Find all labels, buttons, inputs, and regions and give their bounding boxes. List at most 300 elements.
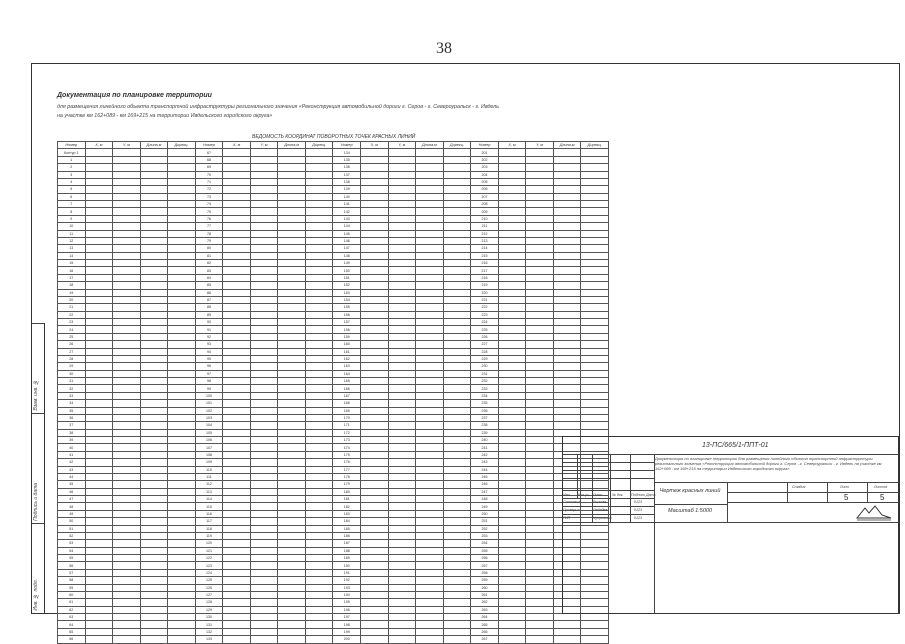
coordinate-cell — [443, 525, 471, 532]
point-number: 236 — [471, 407, 499, 414]
coordinate-cell — [250, 260, 278, 267]
coordinate-cell — [168, 223, 196, 230]
coordinate-cell — [581, 392, 609, 399]
coordinate-cell — [85, 274, 113, 281]
coordinate-cell — [361, 400, 389, 407]
point-number: 18 — [58, 282, 86, 289]
coordinate-cell — [223, 437, 251, 444]
coordinate-cell — [168, 171, 196, 178]
coordinate-cell — [168, 156, 196, 163]
coordinate-cell — [140, 171, 168, 178]
point-number: 199 — [333, 628, 361, 635]
coordinate-cell — [388, 621, 416, 628]
coordinate-cell — [278, 569, 306, 576]
coordinate-cell — [443, 569, 471, 576]
coordinate-cell — [581, 274, 609, 281]
coordinate-cell — [553, 186, 581, 193]
coordinate-cell — [113, 178, 141, 185]
point-number: 103 — [195, 414, 223, 421]
coordinate-cell — [250, 621, 278, 628]
coordinate-cell — [443, 363, 471, 370]
point-number: 12 — [58, 237, 86, 244]
coordinate-cell — [388, 164, 416, 171]
coordinate-cell — [416, 562, 444, 569]
coordinate-cell — [526, 481, 554, 488]
coordinate-cell — [443, 481, 471, 488]
coordinate-cell — [388, 606, 416, 613]
coordinate-cell — [250, 282, 278, 289]
coordinate-cell — [498, 503, 526, 510]
coordinate-cell — [140, 429, 168, 436]
column-header: Номер — [333, 142, 361, 149]
coordinate-cell — [85, 282, 113, 289]
coordinate-cell — [85, 208, 113, 215]
coordinate-cell — [140, 532, 168, 539]
point-number: 165 — [333, 378, 361, 385]
coordinate-cell — [553, 296, 581, 303]
coordinate-cell — [168, 525, 196, 532]
coordinate-cell — [168, 614, 196, 621]
table-row — [58, 429, 609, 436]
point-number: 218 — [471, 274, 499, 281]
point-number: 28 — [58, 355, 86, 362]
coordinate-cell — [85, 429, 113, 436]
coordinate-cell — [388, 304, 416, 311]
point-number: 230 — [471, 363, 499, 370]
coordinate-cell — [168, 230, 196, 237]
coordinate-cell — [498, 481, 526, 488]
coordinate-cell — [443, 252, 471, 259]
coordinate-cell — [223, 584, 251, 591]
coordinate-cell — [223, 186, 251, 193]
coordinate-cell — [388, 496, 416, 503]
point-number: 143 — [333, 215, 361, 222]
table-row — [58, 591, 609, 598]
coordinate-cell — [113, 282, 141, 289]
point-number: 6 — [58, 193, 86, 200]
point-number: 38 — [58, 429, 86, 436]
coordinate-cell — [443, 385, 471, 392]
coordinate-cell — [113, 510, 141, 517]
coordinate-cell — [416, 193, 444, 200]
coordinate-cell — [168, 252, 196, 259]
table-row — [58, 311, 609, 318]
coordinate-cell — [443, 555, 471, 562]
point-number: 158 — [333, 326, 361, 333]
point-number: 221 — [471, 296, 499, 303]
coordinate-cell — [113, 429, 141, 436]
table-row — [58, 407, 609, 414]
coordinate-cell — [416, 621, 444, 628]
point-number: 130 — [195, 614, 223, 621]
coordinate-cell — [498, 201, 526, 208]
point-number: 81 — [195, 252, 223, 259]
coordinate-cell — [581, 237, 609, 244]
coordinate-cell — [581, 164, 609, 171]
coordinate-cell — [223, 429, 251, 436]
point-number: 262 — [471, 599, 499, 606]
coordinate-cell — [278, 178, 306, 185]
point-number: 67 — [195, 149, 223, 156]
coordinate-cell — [526, 488, 554, 495]
coordinate-cell — [443, 392, 471, 399]
point-number: 191 — [333, 569, 361, 576]
coordinate-cell — [443, 400, 471, 407]
coordinate-cell — [85, 237, 113, 244]
point-number: 255 — [471, 547, 499, 554]
point-number: 30 — [58, 370, 86, 377]
coordinate-cell — [553, 289, 581, 296]
coordinate-cell — [526, 333, 554, 340]
coordinate-cell — [498, 496, 526, 503]
coordinate-cell — [526, 459, 554, 466]
table-row — [58, 282, 609, 289]
coordinate-cell — [526, 562, 554, 569]
point-number: 267 — [471, 636, 499, 643]
coordinate-cell — [416, 237, 444, 244]
coordinate-cell — [250, 348, 278, 355]
coordinate-cell — [223, 510, 251, 517]
point-number: 160 — [333, 341, 361, 348]
point-number: 3 — [58, 171, 86, 178]
coordinate-cell — [498, 488, 526, 495]
coordinate-cell — [168, 532, 196, 539]
coordinate-cell — [278, 237, 306, 244]
point-number: 72 — [195, 186, 223, 193]
coordinate-cell — [553, 636, 581, 643]
coordinate-cell — [361, 326, 389, 333]
point-number: 118 — [195, 525, 223, 532]
coordinate-cell — [140, 326, 168, 333]
table-row — [58, 385, 609, 392]
coordinate-cell — [581, 149, 609, 156]
coordinate-cell — [526, 510, 554, 517]
coordinate-cell — [140, 584, 168, 591]
coordinate-cell — [168, 274, 196, 281]
coordinate-cell — [85, 326, 113, 333]
coordinate-cell — [278, 488, 306, 495]
coordinate-cell — [278, 230, 306, 237]
coordinate-cell — [223, 370, 251, 377]
coordinate-cell — [361, 510, 389, 517]
coordinate-cell — [305, 422, 333, 429]
coordinate-cell — [526, 186, 554, 193]
coordinate-cell — [498, 186, 526, 193]
coordinate-cell — [223, 400, 251, 407]
coordinate-cell — [388, 569, 416, 576]
point-number: 15 — [58, 260, 86, 267]
coordinate-cell — [85, 510, 113, 517]
coordinate-cell — [498, 591, 526, 598]
point-number: 163 — [333, 363, 361, 370]
coordinate-cell — [526, 584, 554, 591]
coordinate-cell — [526, 577, 554, 584]
coordinate-cell — [85, 414, 113, 421]
point-number: 56 — [58, 562, 86, 569]
coordinate-cell — [250, 562, 278, 569]
table-row — [58, 459, 609, 466]
coordinate-cell — [361, 215, 389, 222]
coordinate-cell — [553, 355, 581, 362]
coordinate-cell — [305, 532, 333, 539]
coordinate-cell — [140, 547, 168, 554]
coordinate-cell — [278, 540, 306, 547]
coordinate-cell — [553, 414, 581, 421]
coordinate-cell — [581, 304, 609, 311]
coordinate-cell — [250, 333, 278, 340]
table-row — [58, 289, 609, 296]
coordinate-cell — [416, 518, 444, 525]
coordinate-cell — [388, 296, 416, 303]
point-number: 62 — [58, 606, 86, 613]
coordinate-cell — [85, 348, 113, 355]
coordinate-cell — [553, 378, 581, 385]
point-number: 48 — [58, 503, 86, 510]
coordinate-cell — [526, 547, 554, 554]
coordinate-cell — [278, 341, 306, 348]
coordinate-cell — [443, 326, 471, 333]
coordinate-cell — [223, 599, 251, 606]
coordinate-cell — [361, 407, 389, 414]
table-row — [58, 577, 609, 584]
point-number: 209 — [471, 208, 499, 215]
coordinate-cell — [168, 304, 196, 311]
coordinate-cell — [250, 149, 278, 156]
coordinate-cell — [388, 525, 416, 532]
table-header-row — [58, 142, 609, 149]
coordinate-cell — [168, 599, 196, 606]
coordinate-cell — [305, 488, 333, 495]
coordinate-cell — [113, 193, 141, 200]
point-number: 87 — [195, 296, 223, 303]
coordinate-cell — [305, 459, 333, 466]
coordinate-cell — [443, 348, 471, 355]
column-header: Дирекц. — [305, 142, 333, 149]
coordinate-cell — [113, 569, 141, 576]
point-number: 22 — [58, 311, 86, 318]
point-number: 202 — [471, 156, 499, 163]
coordinate-cell — [416, 584, 444, 591]
coordinate-cell — [526, 208, 554, 215]
coordinate-cell — [85, 164, 113, 171]
point-number: 139 — [333, 186, 361, 193]
coordinate-cell — [498, 584, 526, 591]
point-number: 232 — [471, 378, 499, 385]
point-number: 65 — [58, 628, 86, 635]
point-number: 55 — [58, 555, 86, 562]
coordinate-cell — [416, 466, 444, 473]
point-number: 42 — [58, 459, 86, 466]
coordinate-cell — [250, 451, 278, 458]
point-number: 113 — [195, 488, 223, 495]
coordinate-cell — [443, 451, 471, 458]
coordinate-cell — [443, 591, 471, 598]
point-number: 235 — [471, 400, 499, 407]
coordinate-cell — [416, 459, 444, 466]
coordinate-cell — [223, 260, 251, 267]
coordinate-cell — [361, 503, 389, 510]
point-number: 167 — [333, 392, 361, 399]
coordinate-cell — [278, 245, 306, 252]
coordinate-cell — [526, 164, 554, 171]
coordinate-cell — [250, 510, 278, 517]
coordinate-cell — [250, 245, 278, 252]
table-row — [58, 599, 609, 606]
coordinate-cell — [581, 326, 609, 333]
coordinate-cell — [498, 304, 526, 311]
coordinate-cell — [526, 193, 554, 200]
coordinate-cell — [113, 392, 141, 399]
table-row — [58, 201, 609, 208]
point-number: 106 — [195, 437, 223, 444]
coordinate-cell — [361, 628, 389, 635]
coordinate-cell — [443, 223, 471, 230]
coordinate-cell — [278, 466, 306, 473]
coordinate-cell — [168, 208, 196, 215]
point-number: 153 — [333, 289, 361, 296]
point-number: 156 — [333, 311, 361, 318]
point-number: 23 — [58, 319, 86, 326]
table-row — [58, 267, 609, 274]
coordinate-cell — [443, 547, 471, 554]
coordinate-cell — [278, 363, 306, 370]
coordinate-cell — [85, 201, 113, 208]
coordinate-cell — [361, 282, 389, 289]
coordinate-cell — [526, 407, 554, 414]
drawing-frame — [31, 63, 900, 642]
coordinate-cell — [526, 444, 554, 451]
point-number: 61 — [58, 599, 86, 606]
coordinate-cell — [223, 466, 251, 473]
coordinate-cell — [223, 274, 251, 281]
sheet-value: 5 — [844, 493, 849, 502]
coordinate-cell — [498, 319, 526, 326]
coordinate-cell — [581, 252, 609, 259]
point-number: 47 — [58, 496, 86, 503]
coordinate-cell — [498, 289, 526, 296]
point-number: 34 — [58, 400, 86, 407]
table-row — [58, 584, 609, 591]
coordinate-cell — [581, 311, 609, 318]
column-header: X, м — [85, 142, 113, 149]
coordinate-cell — [443, 429, 471, 436]
point-number: 213 — [471, 237, 499, 244]
table-row — [58, 237, 609, 244]
point-number: 102 — [195, 407, 223, 414]
coordinate-cell — [223, 326, 251, 333]
coordinate-cell — [416, 473, 444, 480]
coordinate-cell — [223, 355, 251, 362]
coordinate-cell — [223, 606, 251, 613]
coordinate-cell — [388, 385, 416, 392]
coordinate-cell — [278, 171, 306, 178]
coordinate-cell — [553, 260, 581, 267]
coordinate-cell — [388, 223, 416, 230]
coordinate-cell — [526, 274, 554, 281]
coordinate-cell — [305, 555, 333, 562]
point-number: 249 — [471, 503, 499, 510]
coordinate-cell — [361, 156, 389, 163]
point-number: 98 — [195, 378, 223, 385]
coordinate-cell — [416, 208, 444, 215]
point-number: 214 — [471, 245, 499, 252]
coordinate-cell — [581, 223, 609, 230]
coordinate-cell — [113, 400, 141, 407]
coordinate-cell — [443, 355, 471, 362]
coordinate-cell — [140, 208, 168, 215]
coordinate-cell — [278, 392, 306, 399]
coordinate-cell — [85, 385, 113, 392]
coordinate-cell — [168, 577, 196, 584]
document-header — [57, 92, 697, 119]
point-number: 166 — [333, 385, 361, 392]
coordinate-cell — [498, 223, 526, 230]
coordinate-cell — [168, 178, 196, 185]
coordinate-cell — [443, 466, 471, 473]
coordinate-cell — [168, 429, 196, 436]
coordinate-cell — [250, 363, 278, 370]
coordinate-cell — [388, 348, 416, 355]
point-number: 147 — [333, 245, 361, 252]
point-number: 195 — [333, 599, 361, 606]
coordinate-cell — [443, 584, 471, 591]
point-number: 111 — [195, 473, 223, 480]
coordinate-cell — [361, 267, 389, 274]
coordinate-cell — [388, 503, 416, 510]
coordinate-cell — [553, 304, 581, 311]
coordinate-cell — [388, 444, 416, 451]
sheet-label: Лист — [840, 485, 850, 489]
coordinate-cell — [140, 407, 168, 414]
point-number: 175 — [333, 451, 361, 458]
person-date: 0123 — [634, 516, 642, 520]
coordinate-cell — [361, 444, 389, 451]
coordinate-cell — [223, 555, 251, 562]
coordinate-cell — [388, 267, 416, 274]
coordinate-cell — [388, 245, 416, 252]
coordinate-cell — [443, 311, 471, 318]
coordinate-cell — [140, 348, 168, 355]
point-number: 46 — [58, 488, 86, 495]
point-number: 178 — [333, 473, 361, 480]
coordinate-cell — [498, 444, 526, 451]
coordinate-cell — [223, 208, 251, 215]
coordinate-cell — [388, 591, 416, 598]
coordinate-cell — [168, 385, 196, 392]
point-number: 119 — [195, 532, 223, 539]
point-number: 41 — [58, 451, 86, 458]
coordinate-cell — [140, 606, 168, 613]
coordinate-cell — [168, 333, 196, 340]
point-number: 265 — [471, 621, 499, 628]
coordinate-cell — [553, 149, 581, 156]
coordinate-cell — [361, 459, 389, 466]
coordinate-cell — [85, 621, 113, 628]
table-row — [58, 333, 609, 340]
coordinate-cell — [223, 503, 251, 510]
coordinate-cell — [250, 459, 278, 466]
point-number: 73 — [195, 193, 223, 200]
coordinate-cell — [305, 444, 333, 451]
coordinate-cell — [305, 378, 333, 385]
coordinate-cell — [443, 488, 471, 495]
coordinate-cell — [305, 164, 333, 171]
coordinate-cell — [416, 274, 444, 281]
table-row — [58, 341, 609, 348]
table-row — [58, 208, 609, 215]
coordinate-cell — [416, 355, 444, 362]
coordinate-cell — [443, 274, 471, 281]
